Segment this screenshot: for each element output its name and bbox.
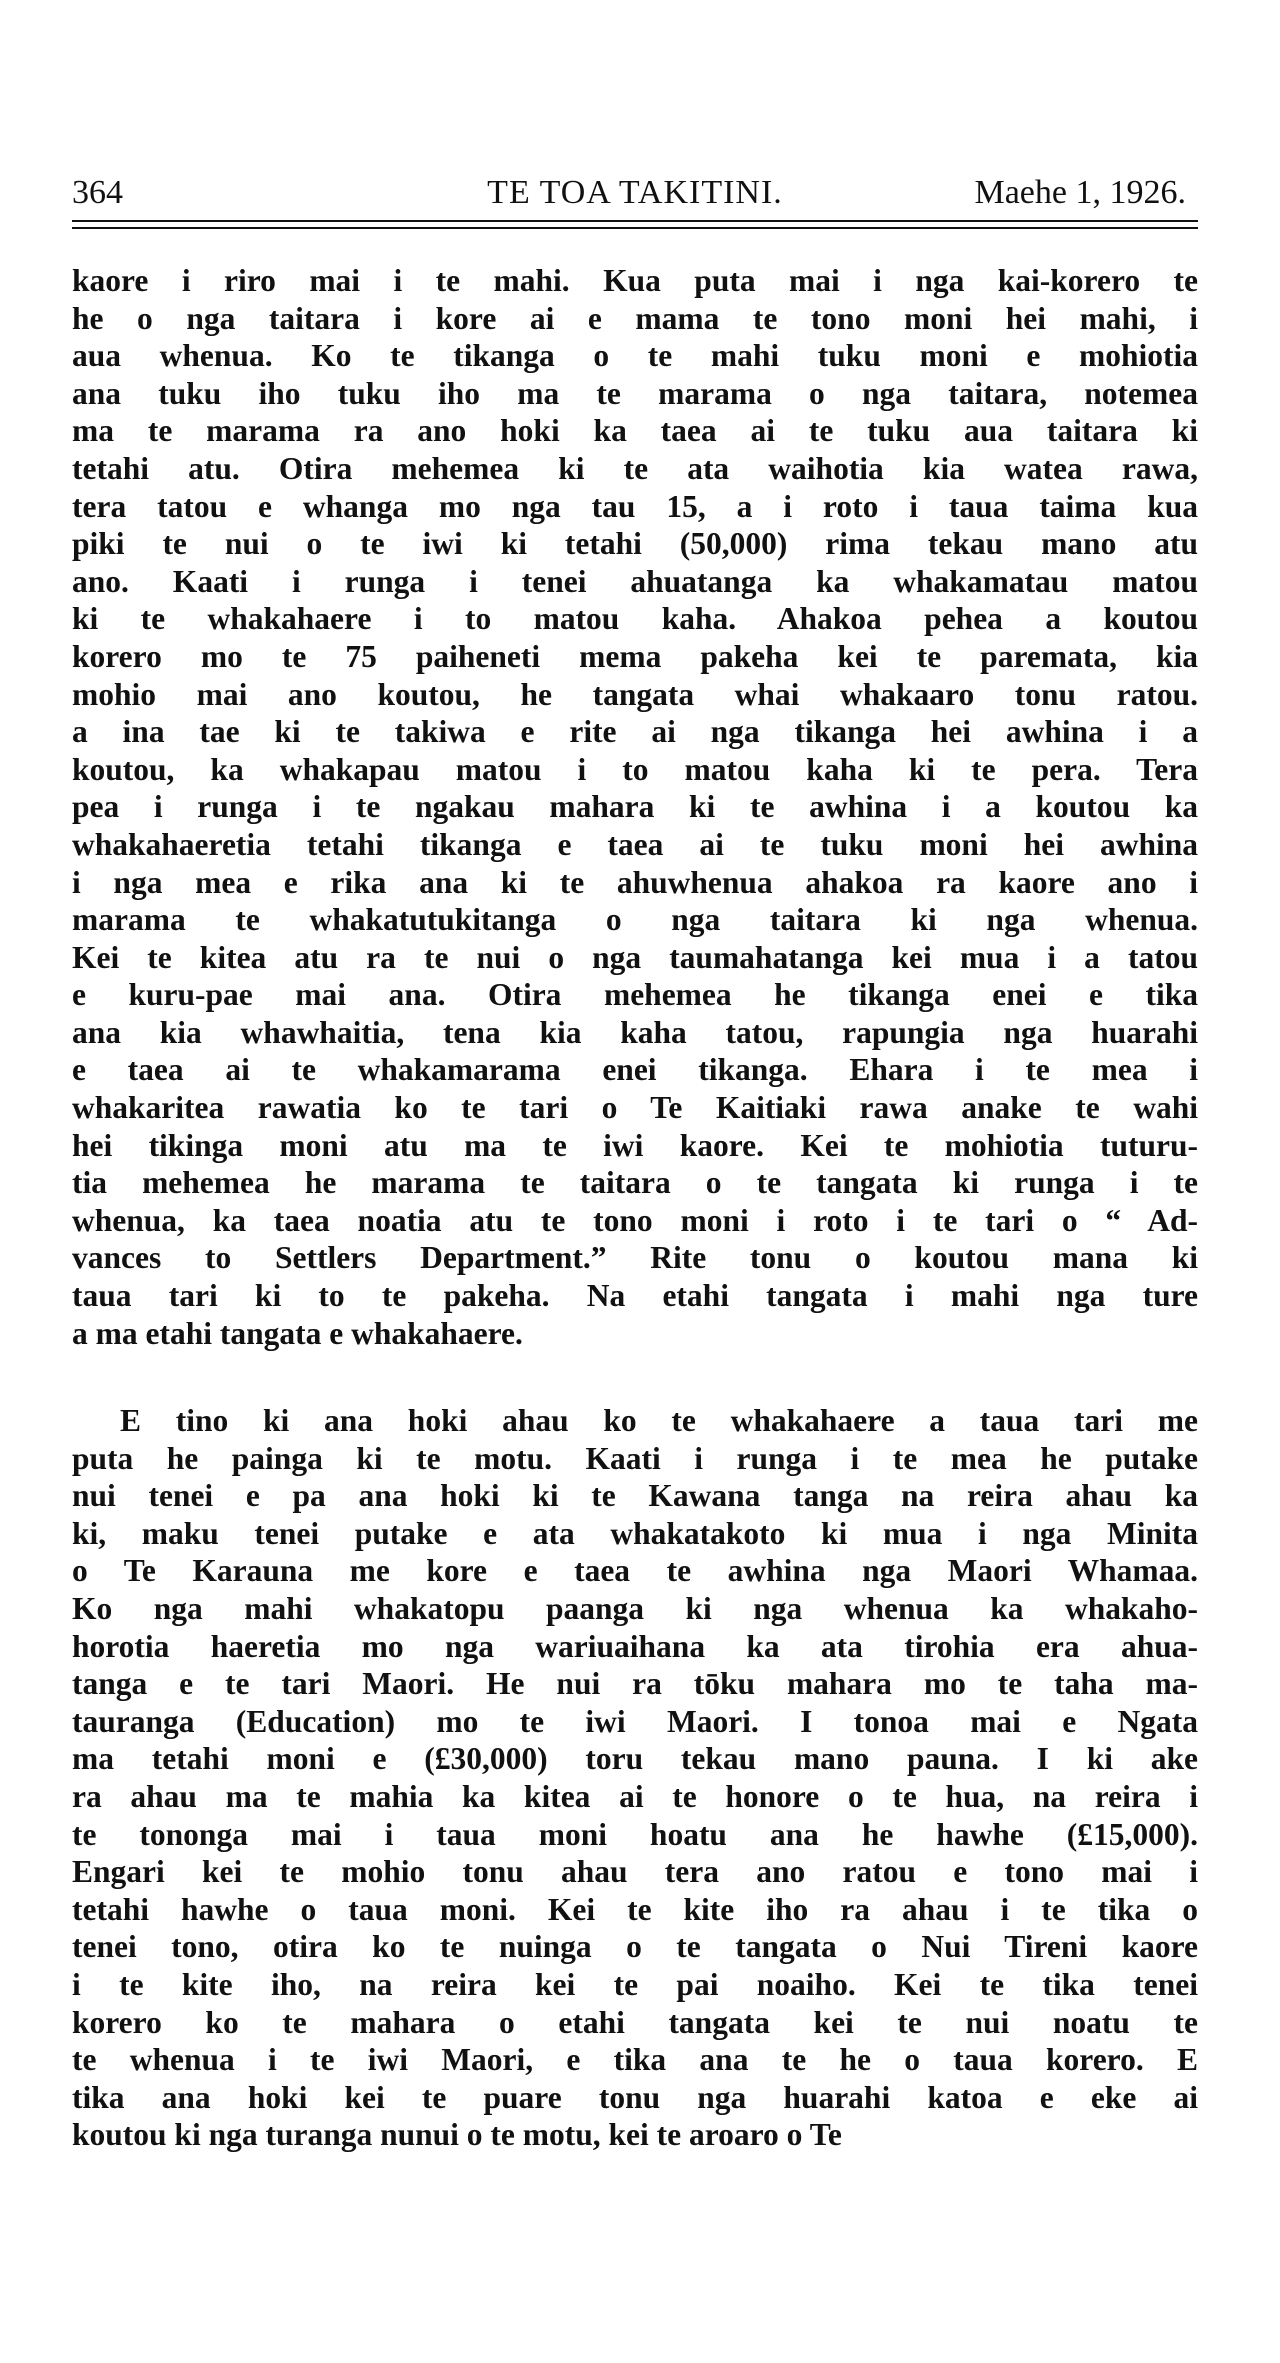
text-line: e taea ai te whakamarama enei tikanga. Ehara i te mea i — [72, 1052, 1198, 1088]
text-line: i nga mea e rika ana ki te ahuwhenua ahakoa ra kaore ano i — [72, 864, 1198, 900]
text-line: ano. Kaati i runga i tenei ahuatanga ka whakamatau matou — [72, 563, 1198, 599]
text-line: ana tuku iho tuku iho ma te marama o nga taitara, notemea — [72, 375, 1198, 411]
text-line: te whenua i te iwi Maori, e tika ana te he o taua korero. E — [72, 2042, 1198, 2078]
text-line: tera tatou e whanga mo nga tau 15, a i roto i taua taima kua — [72, 488, 1198, 524]
text-line: tenei tono, otira ko te nuinga o te tangata o Nui Tireni kaore — [72, 1929, 1198, 1965]
text-line: ana kia whawhaitia, tena kia kaha tatou, rapungia nga huarahi — [72, 1014, 1198, 1050]
document-page — [72, 0, 1198, 2363]
text-line: tanga e te tari Maori. He nui ra tōku mahara mo te taha ma- — [72, 1666, 1198, 1702]
text-line: ra ahau ma te mahia ka kitea ai te honore o te hua, na reira i — [72, 1778, 1198, 1814]
text-line: tia mehemea he marama te taitara o te tangata ki runga i te — [72, 1165, 1198, 1201]
journal-title: TE TOA TAKITINI. — [487, 174, 783, 211]
text-line: Engari kei te mohio tonu ahau tera ano ratou e tono mai i — [72, 1854, 1198, 1890]
text-line: piki te nui o te iwi ki tetahi (50,000) rima tekau mano atu — [72, 526, 1198, 562]
text-line: tika ana hoki kei te puare tonu nga huarahi katoa e eke ai — [72, 2079, 1198, 2115]
paragraph-1 — [72, 262, 1198, 1352]
text-line: horotia haeretia mo nga wariuaihana ka ata tirohia era ahua- — [72, 1628, 1198, 1664]
text-line: tauranga (Education) mo te iwi Maori. I tonoa mai e Ngata — [72, 1703, 1198, 1739]
running-header — [72, 172, 1198, 214]
text-line: ki, maku tenei putake e ata whakatakoto ki mua i nga Minita — [72, 1515, 1198, 1551]
issue-date: Maehe 1, 1926. — [974, 174, 1186, 211]
text-line: pea i runga i te ngakau mahara ki te awhina i a koutou ka — [72, 789, 1198, 825]
text-line: E tino ki ana hoki ahau ko te whakahaere a taua tari me — [120, 1403, 1198, 1438]
text-line: korero ko te mahara o etahi tangata kei te nui noatu te — [72, 2004, 1198, 2040]
text-line: koutou, ka whakapau matou i to matou kaha ki te pera. Tera — [72, 751, 1198, 787]
paragraph-2 — [72, 1402, 1198, 2154]
text-line: i te kite iho, na reira kei te pai noaiho. Kei te tika tenei — [72, 1966, 1198, 2002]
text-line: taua tari ki to te pakeha. Na etahi tangata i mahi nga ture — [72, 1278, 1198, 1314]
text-line: aua whenua. Ko te tikanga o te mahi tuku moni e mohiotia — [72, 338, 1198, 374]
text-line: o Te Karauna me kore e taea te awhina nga Maori Whamaa. — [72, 1553, 1198, 1589]
text-line: kaore i riro mai i te mahi. Kua puta mai i nga kai-korero te — [72, 263, 1198, 298]
header-rule-top — [72, 220, 1198, 222]
text-line: tetahi atu. Otira mehemea ki te ata waihotia kia watea rawa, — [72, 450, 1198, 486]
page-number: 364 — [72, 174, 123, 211]
text-line: te tononga mai i taua moni hoatu ana he hawhe (£15,000). — [72, 1816, 1198, 1852]
text-line: koutou ki nga turanga nunui o te motu, kei te aroaro o Te — [72, 2117, 842, 2153]
text-line: hei tikinga moni atu ma te iwi kaore. Kei te mohiotia tuturu- — [72, 1127, 1198, 1163]
text-line: marama te whakatutukitanga o nga taitara ki nga whenua. — [72, 902, 1198, 938]
text-line: a ma etahi tangata e whakahaere. — [72, 1315, 523, 1351]
text-line: whakahaeretia tetahi tikanga e taea ai te tuku moni hei awhina — [72, 826, 1198, 862]
text-line: e kuru-pae mai ana. Otira mehemea he tikanga enei e tika — [72, 977, 1198, 1013]
text-line: ma te marama ra ano hoki ka taea ai te tuku aua taitara ki — [72, 413, 1198, 449]
text-line: mohio mai ano koutou, he tangata whai whakaaro tonu ratou. — [72, 676, 1198, 712]
text-line: ma tetahi moni e (£30,000) toru tekau mano pauna. I ki ake — [72, 1741, 1198, 1777]
text-line: Kei te kitea atu ra te nui o nga taumahatanga kei mua i a tatou — [72, 939, 1198, 975]
text-line: nui tenei e pa ana hoki ki te Kawana tanga na reira ahau ka — [72, 1478, 1198, 1514]
text-line: tetahi hawhe o taua moni. Kei te kite iho ra ahau i te tika o — [72, 1891, 1198, 1927]
text-line: puta he painga ki te motu. Kaati i runga i te mea he putake — [72, 1440, 1198, 1476]
text-line: vances to Settlers Department.” Rite tonu o koutou mana ki — [72, 1240, 1198, 1276]
header-rule-bottom — [72, 227, 1198, 229]
text-line: Ko nga mahi whakatopu paanga ki nga whenua ka whakaho- — [72, 1590, 1198, 1626]
text-line: he o nga taitara i kore ai e mama te tono moni hei mahi, i — [72, 300, 1198, 336]
text-line: whakaritea rawatia ko te tari o Te Kaitiaki rawa anake te wahi — [72, 1090, 1198, 1126]
text-line: korero mo te 75 paiheneti mema pakeha kei te paremata, kia — [72, 638, 1198, 674]
text-line: whenua, ka taea noatia atu te tono moni i roto i te tari o “ Ad- — [72, 1202, 1198, 1238]
text-line: ki te whakahaere i to matou kaha. Ahakoa pehea a koutou — [72, 601, 1198, 637]
text-line: a ina tae ki te takiwa e rite ai nga tikanga hei awhina i a — [72, 714, 1198, 750]
